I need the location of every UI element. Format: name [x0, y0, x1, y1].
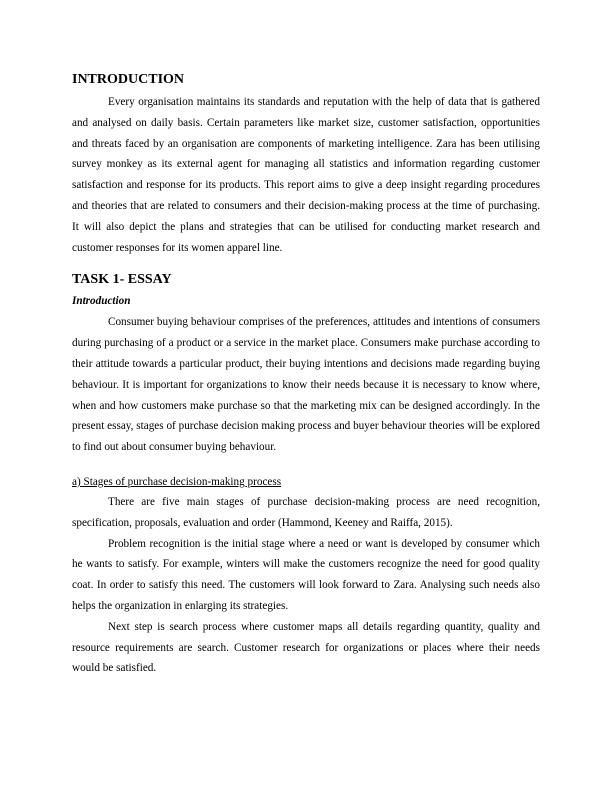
task1-subheading: Introduction [72, 295, 131, 308]
section-a-paragraph-3: Next step is search process where customer maps all details regarding quantity, quality and resource requirements are search. Customer research for organizations or places where their needs would be satisfied. [72, 620, 540, 675]
document-page [72, 70, 540, 679]
section-a-heading: a) Stages of purchase decision-making process [72, 475, 282, 488]
introduction-paragraph: Every organisation maintains its standards and reputation with the help of data that is gathered and analysed on daily basis. Certain parameters like market size, customer satisfaction, opportunities and threats faced by an organisation are components of marketing intelligence. Zara has been utilising survey monkey as its external agent for managing all statistics and information regarding customer satisfaction and response for its products. This report aims to give a deep insight regarding procedures and theories that are related to consumers and their decision-making process at the time of purchasing. It will also depict the plans and strategies that can be utilised for conducting market research and customer responses for its women apparel line. [72, 96, 540, 254]
task1-paragraph: Consumer buying behaviour comprises of the preferences, attitudes and intentions of consumers during purchasing of a product or a service in the market place. Consumers make purchase according to their attitude towards a particular product, their buying intentions and decisions made regarding buying behaviour. It is important for organizations to know their needs because it is necessary to know where, when and how customers make purchase so that the marketing mix can be designed accordingly. In the present essay, stages of purchase decision making process and buyer behaviour theories will be explored to find out about consumer buying behaviour. [72, 316, 540, 454]
section-a-paragraph-2: Problem recognition is the initial stage where a need or want is developed by consumer which he wants to satisfy. For example, winters will make the customers recognize the need for good quality coat. In order to satisfy this need. The customers will look forward to Zara. Analysing such needs also helps the organization in enlarging its strategies. [72, 537, 540, 612]
introduction-heading: INTRODUCTION [72, 72, 185, 87]
section-a-paragraph-1: There are five main stages of purchase decision-making process are need recognition, specification, proposals, evaluation and order (Hammond, Keeney and Raiffa, 2015). [72, 495, 540, 529]
task1-heading: TASK 1- ESSAY [72, 272, 172, 288]
